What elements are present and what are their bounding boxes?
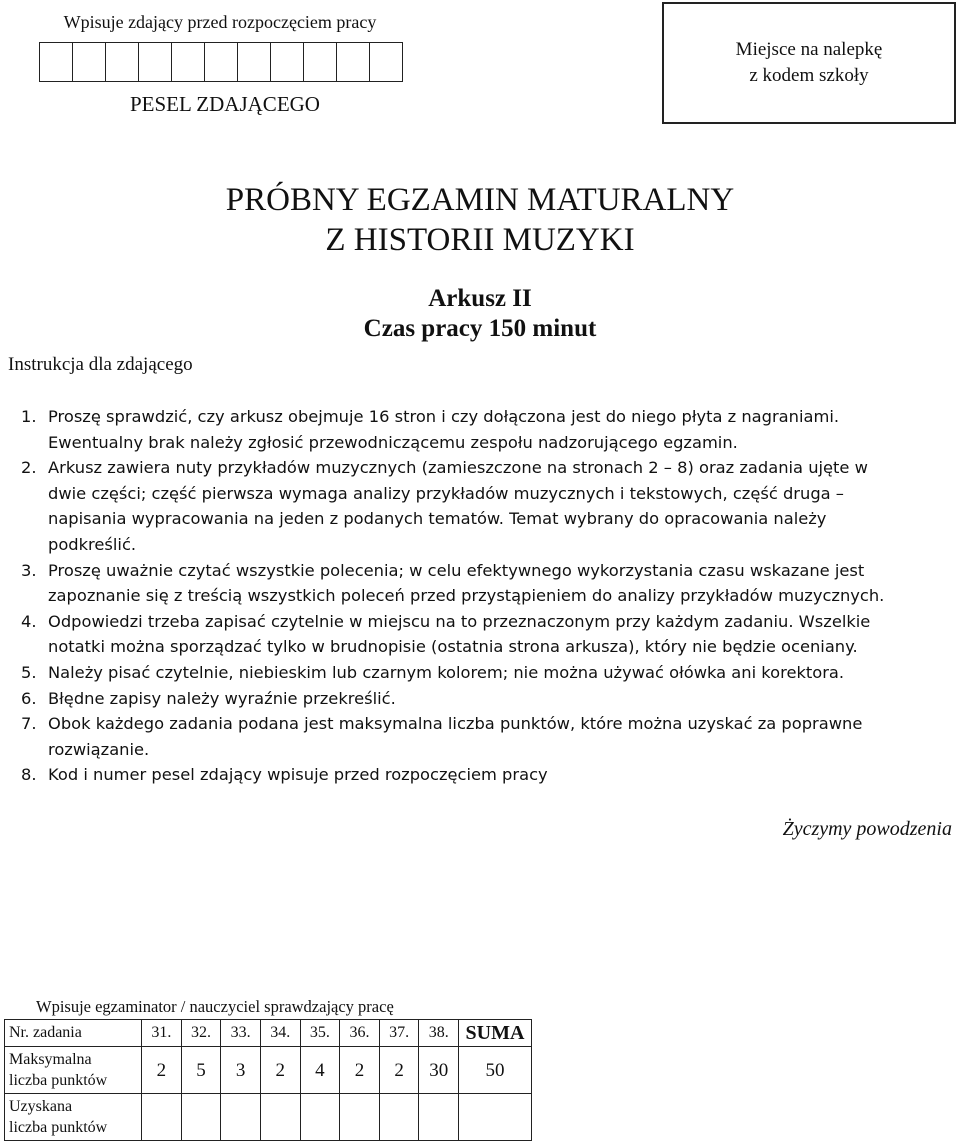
instruction-line: zapoznanie się z treścią wszystkich poleceń przed przystąpieniem do analizy przykładów muzycznych.: [48, 586, 885, 606]
max-points-cell: 2: [379, 1047, 419, 1094]
max-points-header: [5, 1047, 142, 1094]
pesel-digit-cell[interactable]: [138, 42, 172, 82]
instruction-line: rozwiązanie.: [48, 739, 150, 759]
table-row: [5, 1020, 532, 1047]
grader-caption: Wpisuje egzaminator / nauczyciel sprawdzający pracę: [36, 997, 394, 1016]
pesel-digit-cell[interactable]: [72, 42, 106, 82]
instruction-number: 3.: [21, 560, 37, 580]
max-points-label-1: Maksymalna: [9, 1051, 92, 1068]
max-points-cell: 2: [142, 1047, 182, 1094]
table-row: [5, 1094, 532, 1141]
exam-subject: Z HISTORII MUZYKI: [325, 222, 635, 258]
table-row: [5, 1047, 532, 1094]
instruction-line: Proszę uważnie czytać wszystkie polecenia; w celu efektywnego wykorzystania czasu wskazane jest: [48, 560, 865, 580]
earned-points-cell[interactable]: [142, 1094, 182, 1141]
earned-points-header: [5, 1094, 142, 1141]
earned-points-sum[interactable]: [459, 1094, 532, 1141]
instruction-item: [18, 455, 958, 557]
pesel-digit-cell[interactable]: [303, 42, 337, 82]
instructions-list: [18, 404, 958, 788]
instruction-number: 4.: [21, 611, 37, 631]
max-points-cell: 5: [181, 1047, 221, 1094]
instruction-line: notatki można sporządzać tylko w brudnopisie (ostatnia strona arkusza), który nie będzie oceniany.: [48, 637, 858, 657]
instruction-item: [18, 711, 958, 762]
task-number-cell: 37.: [379, 1020, 419, 1047]
instruction-line: Odpowiedzi trzeba zapisać czytelnie w miejscu na to przeznaczonym przy każdym zadaniu. Wszelkie: [48, 611, 871, 631]
score-table: [4, 1019, 532, 1141]
instruction-item: [18, 558, 958, 609]
instruction-line: podkreślić.: [48, 534, 137, 554]
earned-points-cell[interactable]: [181, 1094, 221, 1141]
sticker-line-1: Miejsce na nalepkę: [735, 39, 883, 60]
task-number-cell: 33.: [221, 1020, 261, 1047]
sheet-label: Arkusz II: [428, 285, 532, 312]
max-points-cell: 2: [260, 1047, 300, 1094]
instruction-number: 2.: [21, 458, 37, 478]
earned-points-label-1: Uzyskana: [9, 1098, 73, 1115]
max-points-cell: 3: [221, 1047, 261, 1094]
instruction-item: [18, 686, 958, 712]
instruction-number: 7.: [21, 714, 37, 734]
time-label: Czas pracy 150 minut: [363, 315, 597, 342]
earned-points-cell[interactable]: [221, 1094, 261, 1141]
earned-points-cell[interactable]: [300, 1094, 340, 1141]
pesel-label: PESEL ZDAJĄCEGO: [130, 92, 320, 116]
instruction-item: [18, 609, 958, 660]
exam-title: PRÓBNY EGZAMIN MATURALNY: [225, 182, 735, 218]
task-number-cell: 35.: [300, 1020, 340, 1047]
instruction-line: Ewentualny brak należy zgłosić przewodniczącemu zespołu nadzorującego egzamin.: [48, 432, 738, 452]
instructions-heading: Instrukcja dla zdającego: [8, 354, 193, 375]
instruction-number: 5.: [21, 662, 37, 682]
instruction-item: [18, 660, 958, 686]
sticker-line-2: z kodem szkoły: [749, 65, 869, 86]
max-points-label-2: liczba punktów: [9, 1072, 108, 1089]
earned-points-cell[interactable]: [419, 1094, 459, 1141]
task-number-header: Nr. zadania: [5, 1020, 142, 1047]
earned-points-cell[interactable]: [340, 1094, 380, 1141]
sum-header: SUMA: [459, 1020, 532, 1047]
instruction-line: Kod i numer pesel zdający wpisuje przed rozpoczęciem pracy: [48, 765, 548, 785]
instruction-line: Błędne zapisy należy wyraźnie przekreślić.: [48, 688, 396, 708]
max-points-cell: 30: [419, 1047, 459, 1094]
pesel-grid: [40, 42, 403, 82]
task-number-cell: 38.: [419, 1020, 459, 1047]
instruction-line: napisania wypracowania na jeden z podanych tematów. Temat wybrany do opracowania należy: [48, 509, 827, 529]
instruction-line: Proszę sprawdzić, czy arkusz obejmuje 16 stron i czy dołączona jest do niego płyta z nagraniami.: [48, 407, 840, 426]
max-points-sum: 50: [459, 1047, 532, 1094]
task-number-cell: 36.: [340, 1020, 380, 1047]
pesel-digit-cell[interactable]: [204, 42, 238, 82]
pesel-digit-cell[interactable]: [171, 42, 205, 82]
good-luck-wish: Życzymy powodzenia: [782, 818, 952, 840]
pesel-digit-cell[interactable]: [369, 42, 403, 82]
task-number-cell: 31.: [142, 1020, 182, 1047]
max-points-cell: 2: [340, 1047, 380, 1094]
pesel-digit-cell[interactable]: [237, 42, 271, 82]
instruction-line: Arkusz zawiera nuty przykładów muzycznych (zamieszczone na stronach 2 – 8) oraz zadania ujęte w: [48, 458, 868, 478]
earned-points-cell[interactable]: [379, 1094, 419, 1141]
max-points-cell: 4: [300, 1047, 340, 1094]
instruction-number: 6.: [21, 688, 37, 708]
earned-points-label-2: liczba punktów: [9, 1119, 108, 1136]
task-number-cell: 32.: [181, 1020, 221, 1047]
pesel-caption: Wpisuje zdający przed rozpoczęciem pracy: [63, 12, 377, 32]
school-sticker-box: [662, 2, 956, 124]
instruction-line: Obok każdego zadania podana jest maksymalna liczba punktów, które można uzyskać za poprawne: [48, 714, 863, 734]
pesel-digit-cell[interactable]: [270, 42, 304, 82]
task-number-cell: 34.: [260, 1020, 300, 1047]
instruction-item: [18, 404, 958, 455]
earned-points-cell[interactable]: [260, 1094, 300, 1141]
instruction-number: 1.: [21, 407, 37, 426]
instruction-item: [18, 762, 958, 788]
pesel-digit-cell[interactable]: [105, 42, 139, 82]
instruction-line: Należy pisać czytelnie, niebieskim lub czarnym kolorem; nie można używać ołówka ani korektora.: [48, 662, 845, 682]
pesel-digit-cell[interactable]: [336, 42, 370, 82]
instruction-number: 8.: [21, 765, 37, 785]
pesel-digit-cell[interactable]: [39, 42, 73, 82]
instruction-line: dwie części; część pierwsza wymaga analizy przykładów muzycznych i tekstowych, część druga –: [48, 483, 844, 503]
